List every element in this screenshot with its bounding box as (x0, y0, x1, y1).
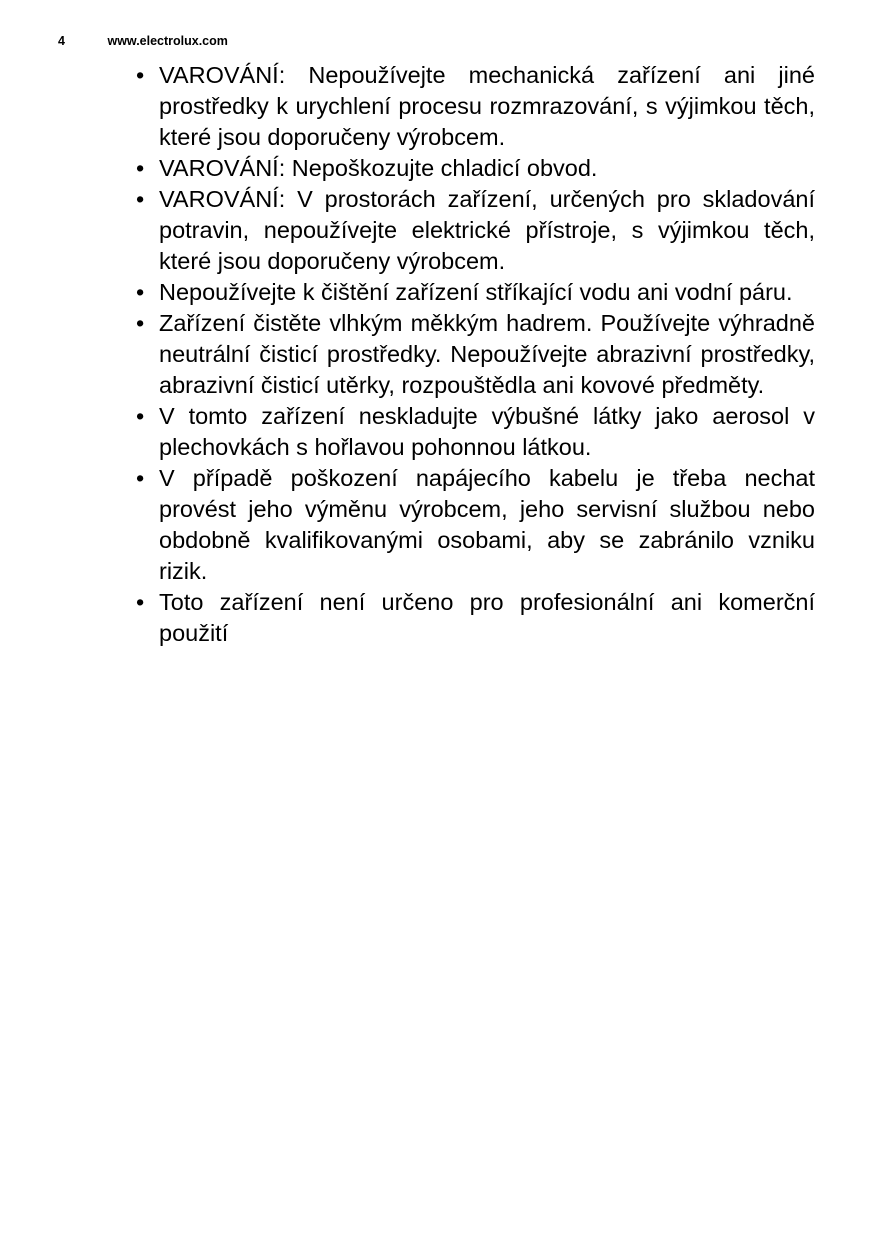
list-item-text: Toto zařízení není určeno pro profesionální ani komerční použití (159, 589, 815, 646)
list-item-text: VAROVÁNÍ: Nepoškozujte chladicí obvod. (159, 155, 598, 181)
list-item (136, 153, 815, 184)
bullet-icon: • (136, 310, 145, 336)
list-item-text: V případě poškození napájecího kabelu je třeba nechat provést jeho výměnu výrobcem, jeho servisní službou nebo obdobně kvalifikovanými osobami, aby se zabránilo vzniku rizik. (159, 465, 815, 584)
bullet-icon: • (136, 62, 145, 88)
bullet-icon: • (136, 403, 145, 429)
list-item (136, 308, 815, 401)
list-item-text: VAROVÁNÍ: V prostorách zařízení, určených pro skladování potravin, nepoužívejte elektrické přístroje, s výjimkou těch, které jsou doporučeny výrobcem. (159, 186, 815, 274)
page-number: 4 (58, 34, 65, 48)
list-item (136, 463, 815, 587)
bullet-icon: • (136, 186, 145, 212)
list-item (136, 60, 815, 153)
list-item-text: V tomto zařízení neskladujte výbušné látky jako aerosol v plechovkách s hořlavou pohonnou látkou. (159, 403, 815, 460)
list-item-text: VAROVÁNÍ: Nepoužívejte mechanická zařízení ani jiné prostředky k urychlení procesu rozmrazování, s výjimkou těch, které jsou doporučeny výrobcem. (159, 62, 815, 150)
website-url: www.electrolux.com (107, 34, 228, 48)
list-item (136, 401, 815, 463)
list-item-text: Zařízení čistěte vlhkým měkkým hadrem. Používejte výhradně neutrální čisticí prostředky. Nepoužívejte abrazivní prostředky, abrazivní čisticí utěrky, rozpouštědla ani kovové předměty. (159, 310, 815, 398)
bullet-icon: • (136, 279, 145, 305)
safety-bullet-list (136, 60, 815, 649)
bullet-icon: • (136, 589, 145, 615)
list-item (136, 277, 815, 308)
list-item-text: Nepoužívejte k čištění zařízení stříkající vodu ani vodní páru. (159, 279, 793, 305)
list-item (136, 184, 815, 277)
page-header (58, 33, 228, 49)
list-item (136, 587, 815, 649)
bullet-icon: • (136, 465, 145, 491)
bullet-icon: • (136, 155, 145, 181)
